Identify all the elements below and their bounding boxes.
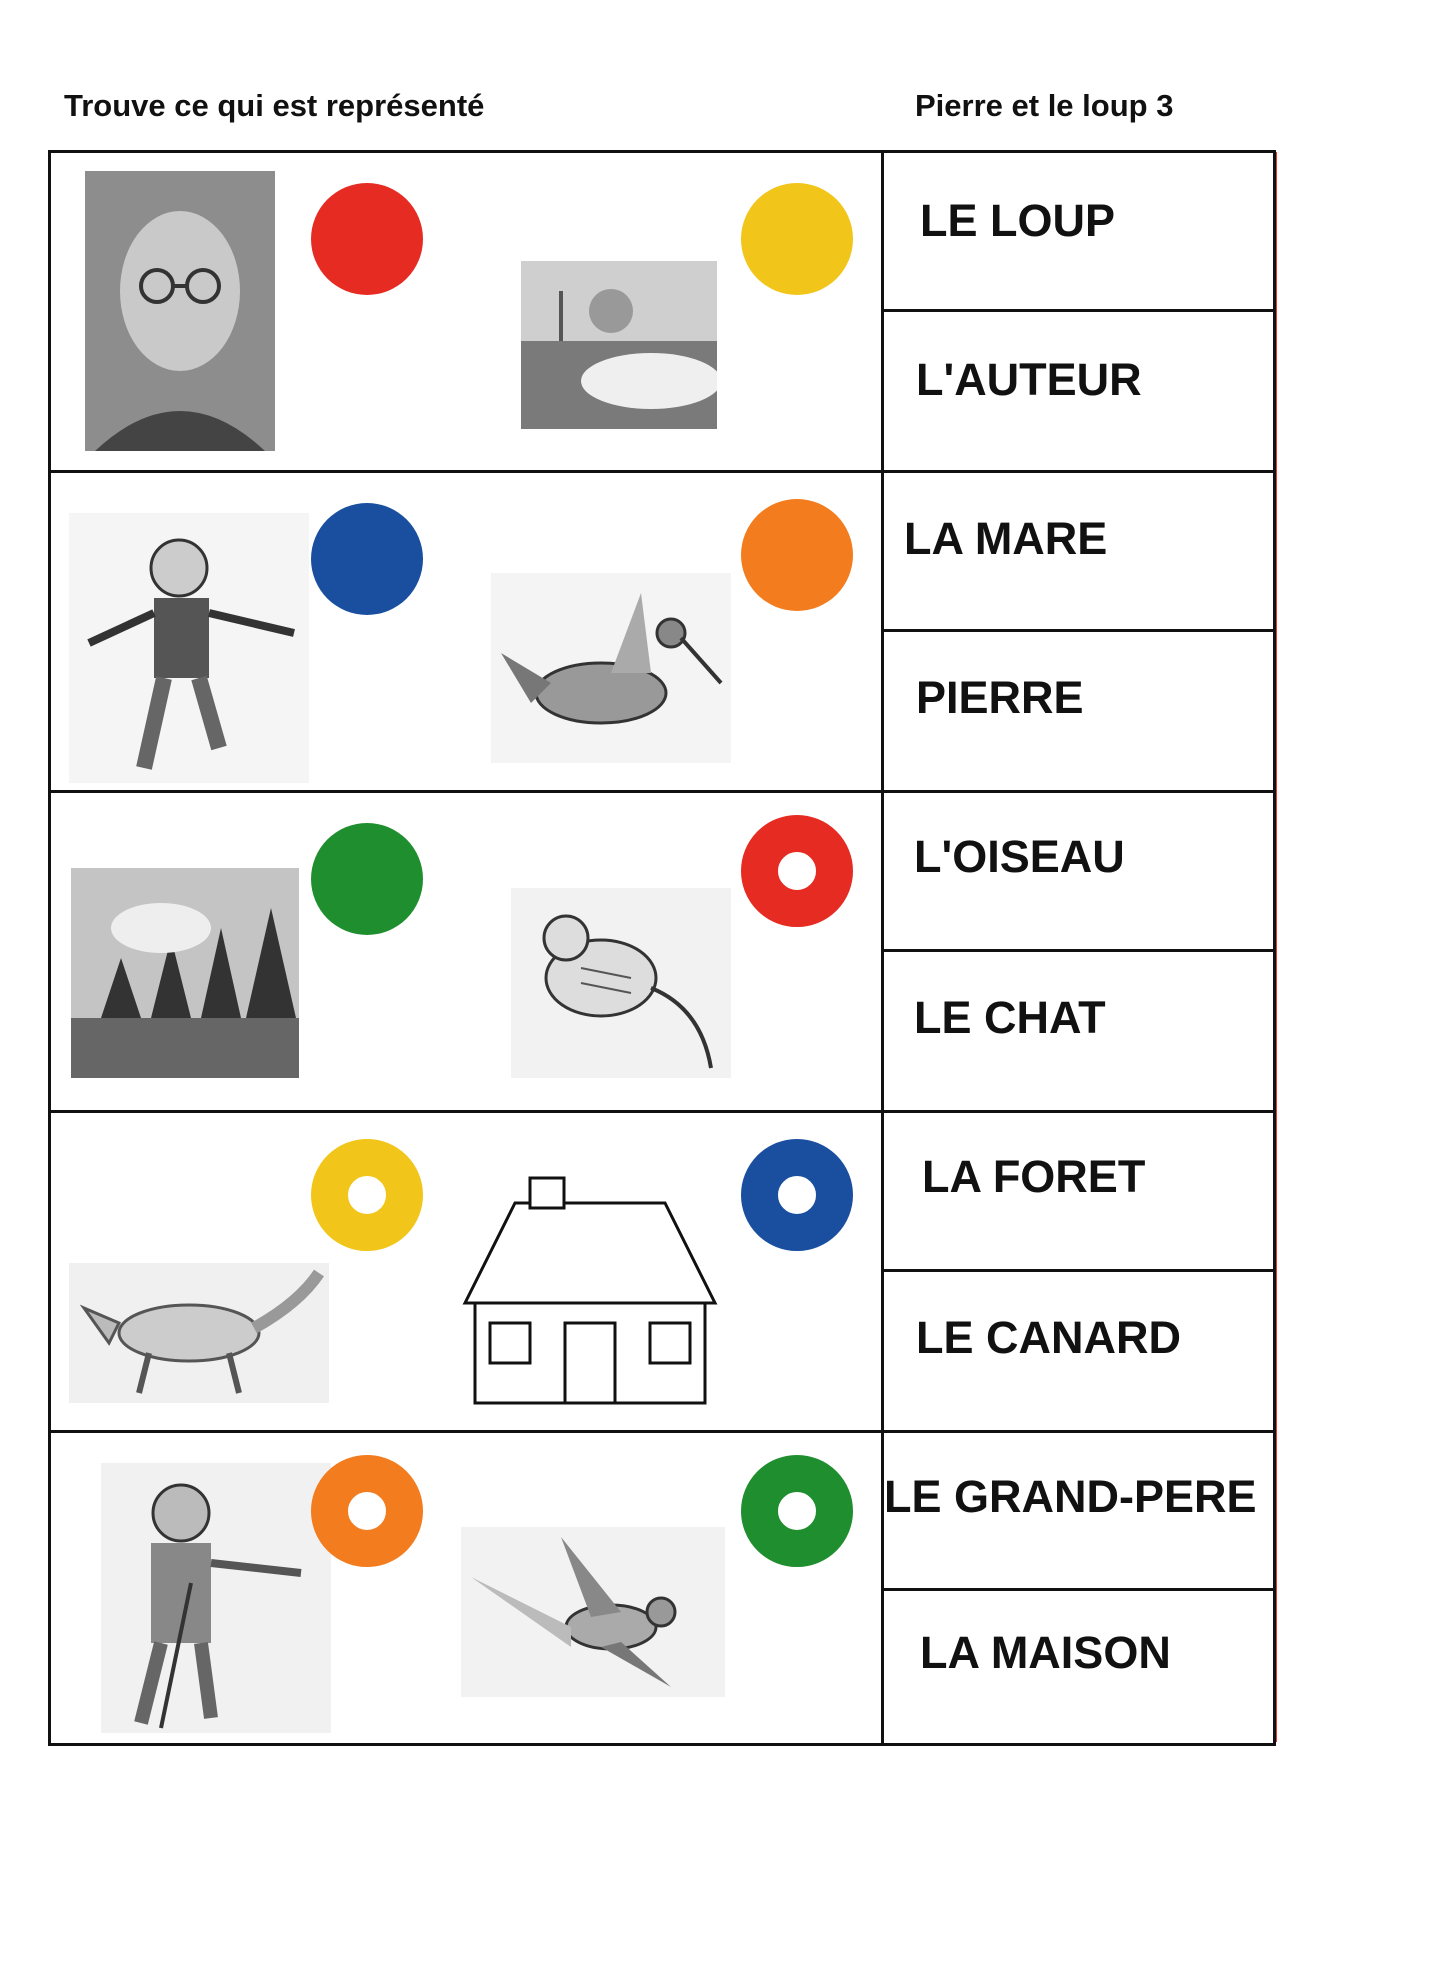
boy-icon <box>69 513 309 783</box>
word-row <box>884 1113 1273 1433</box>
word-row <box>884 473 1273 793</box>
word-label: LE LOUP <box>920 195 1116 246</box>
word-cell[interactable] <box>884 153 1273 312</box>
green-ring[interactable] <box>741 1455 853 1567</box>
word-row <box>884 1433 1273 1749</box>
yellow-dot[interactable] <box>741 183 853 295</box>
green-dot[interactable] <box>311 823 423 935</box>
word-cell[interactable] <box>884 473 1273 632</box>
word-cell[interactable] <box>884 1113 1273 1272</box>
blue-dot[interactable] <box>311 503 423 615</box>
blue-ring[interactable] <box>741 1139 853 1251</box>
word-cell[interactable] <box>884 793 1273 952</box>
word-cell[interactable] <box>884 1433 1273 1591</box>
word-label: LE CHAT <box>914 991 1106 1043</box>
forest-icon <box>71 868 299 1078</box>
orange-ring[interactable] <box>311 1455 423 1567</box>
house-icon <box>445 1173 735 1413</box>
word-label: LA MAISON <box>920 1627 1171 1678</box>
word-cell[interactable] <box>884 632 1273 791</box>
word-label: L'OISEAU <box>914 831 1125 882</box>
red-dot[interactable] <box>311 183 423 295</box>
portrait-icon <box>85 171 275 451</box>
grandfather-icon <box>101 1463 331 1733</box>
word-label: L'AUTEUR <box>916 353 1142 405</box>
word-label: LA MARE <box>904 513 1108 564</box>
wolf-icon <box>69 1263 329 1403</box>
instruction-heading: Trouve ce qui est représenté <box>64 88 485 123</box>
word-row <box>884 153 1273 473</box>
bird-icon <box>491 573 731 763</box>
word-label: PIERRE <box>916 671 1084 723</box>
yellow-ring[interactable] <box>311 1139 423 1251</box>
worksheet-title: Pierre et le loup 3 <box>915 88 1174 123</box>
pond-icon <box>521 261 717 429</box>
word-cell[interactable] <box>884 952 1273 1111</box>
word-label: LE CANARD <box>916 1311 1181 1363</box>
word-column <box>884 153 1273 1743</box>
cat-icon <box>511 888 731 1078</box>
matching-table <box>48 150 1276 1746</box>
word-label: LE GRAND-PERE <box>884 1471 1257 1522</box>
word-cell[interactable] <box>884 1272 1273 1431</box>
word-cell[interactable] <box>884 1591 1273 1749</box>
word-label: LA FORET <box>922 1151 1146 1202</box>
word-cell[interactable] <box>884 312 1273 471</box>
red-ring[interactable] <box>741 815 853 927</box>
word-row <box>884 793 1273 1113</box>
orange-dot[interactable] <box>741 499 853 611</box>
flying-bird-icon <box>461 1527 725 1697</box>
